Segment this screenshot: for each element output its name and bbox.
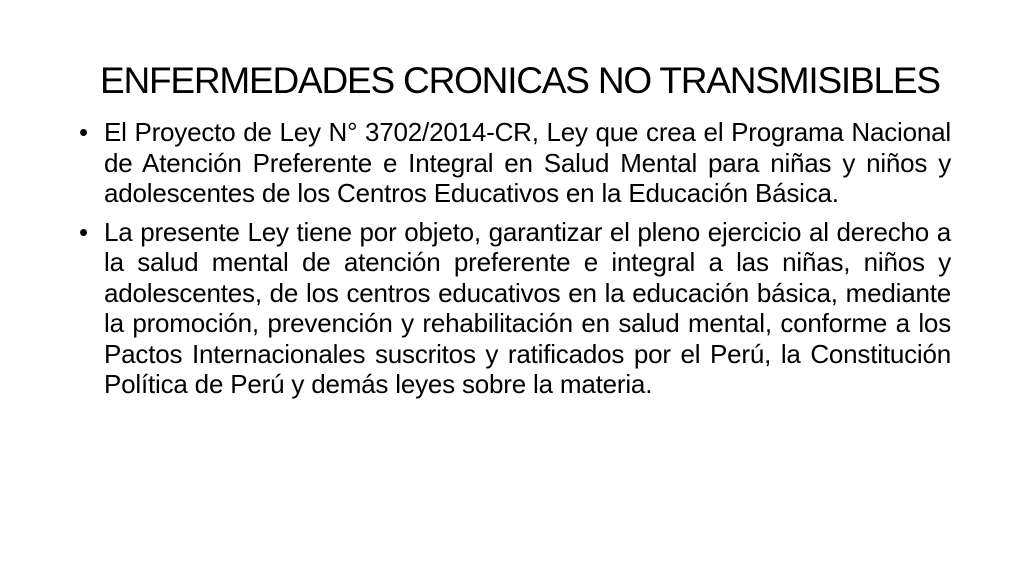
- bullet-list: [79, 117, 951, 408]
- bullet-icon: •: [79, 117, 88, 147]
- bullet-text: La presente Ley tiene por objeto, garantizar el pleno ejercicio al derecho a la salud mental de atención preferente e integral a las niñas, niños y adolescentes, de los centros educativos en la educación básica, mediante la promoción, prevención y rehabilitación en salud mental, conforme a los Pactos Internacionales suscritos y ratificados por el Perú, la Constitución Política de Perú y demás leyes sobre la materia.: [104, 216, 951, 399]
- bullet-text: El Proyecto de Ley N° 3702/2014-CR, Ley que crea el Programa Nacional de Atención Preferente e Integral en Salud Mental para niñas y niños y adolescentes de los Centros Educativos en la Educación Básica.: [104, 117, 951, 208]
- bullet-item: [79, 217, 951, 400]
- bullet-icon: •: [79, 216, 88, 247]
- slide-title: ENFERMEDADES CRONICAS NO TRANSMISIBLES: [100, 60, 940, 101]
- bullet-item: [79, 117, 951, 209]
